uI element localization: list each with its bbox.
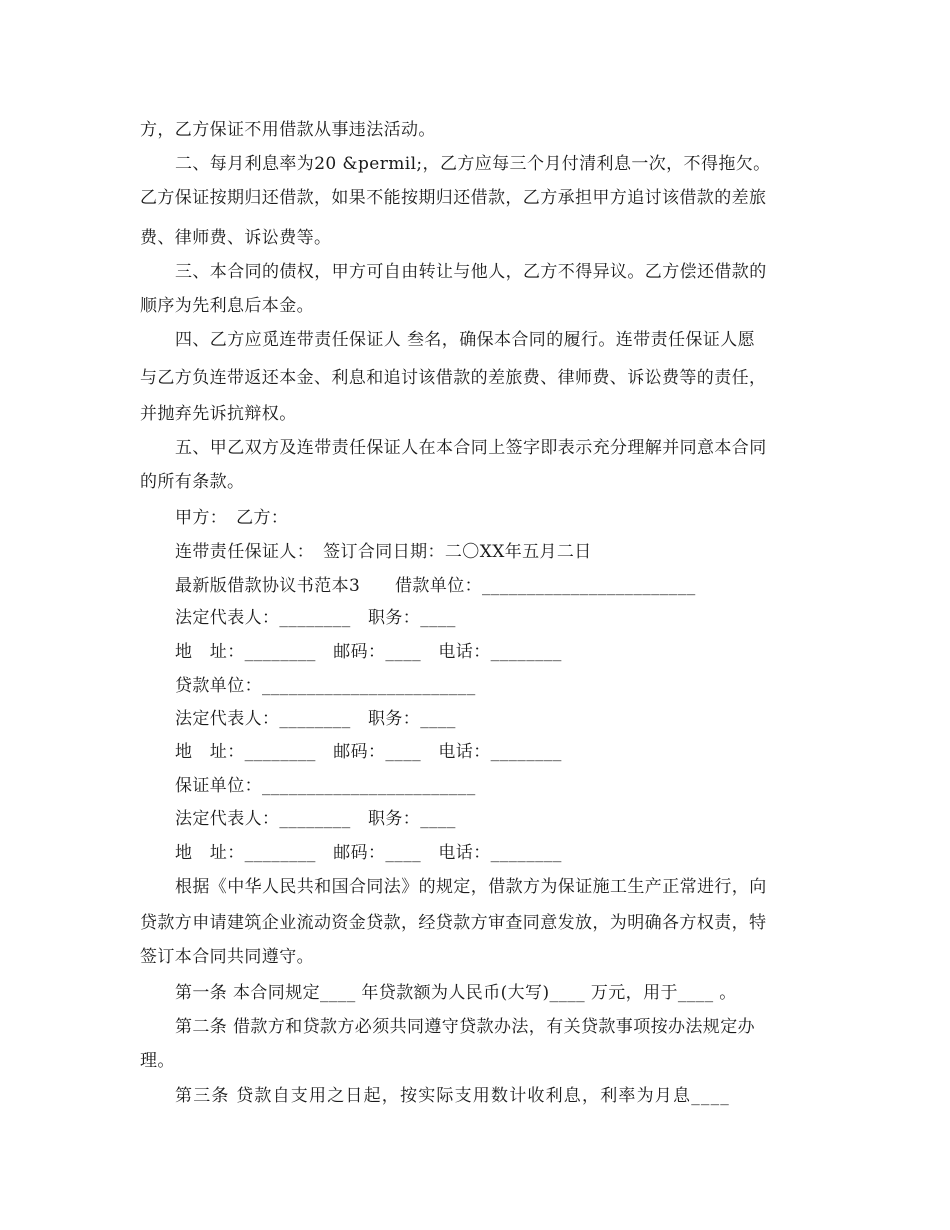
- form-line: 法定代表人：________ 职务：____: [175, 809, 456, 829]
- form-line: 地 址：________ 邮码：____ 电话：________: [175, 843, 562, 863]
- form-line: 地 址：________ 邮码：____ 电话：________: [175, 742, 562, 762]
- text-line: 第二条 借款方和贷款方必须共同遵守贷款办法，有关贷款事项按办法规定办: [175, 1017, 756, 1037]
- form-line: 法定代表人：________ 职务：____: [175, 608, 456, 628]
- text-line: 三、本合同的债权，甲方可自由转让与他人，乙方不得异议。乙方偿还借款的: [175, 262, 767, 282]
- text-line: 并抛弃先诉抗辩权。: [140, 404, 297, 424]
- text-line: 方，乙方保证不用借款从事违法活动。: [140, 120, 436, 140]
- signature-line: 连带责任保证人： 签订合同日期：二〇XX年五月二日: [175, 542, 592, 562]
- text-line: 乙方保证按期归还借款，如果不能按期归还借款，乙方承担甲方追讨该借款的差旅: [140, 188, 767, 208]
- form-line: 地 址：________ 邮码：____ 电话：________: [175, 642, 562, 662]
- text-line: 四、乙方应觅连带责任保证人 叁名，确保本合同的履行。连带责任保证人愿: [175, 330, 756, 350]
- text-line: 费、律师费、诉讼费等。: [140, 228, 332, 248]
- text-line: 根据《中华人民共和国合同法》的规定，借款方为保证施工生产正常进行，向: [175, 877, 767, 897]
- text-line: 第三条 贷款自支用之日起，按实际支用数计收利息，利率为月息____: [175, 1086, 731, 1106]
- text-line: 理。: [140, 1051, 175, 1071]
- form-line: 法定代表人：________ 职务：____: [175, 709, 456, 729]
- text-line: 五、甲乙双方及连带责任保证人在本合同上签字即表示充分理解并同意本合同: [175, 438, 767, 458]
- text-line: 贷款方申请建筑企业流动资金贷款，经贷款方审查同意发放，为明确各方权责，特: [140, 913, 767, 933]
- text-line: 签订本合同共同遵守。: [140, 947, 314, 967]
- form-line: 最新版借款协议书范本3 借款单位：________________________: [175, 576, 696, 596]
- text-line: 二、每月利息率为20 &permil;，乙方应每三个月付清利息一次，不得拖欠。: [175, 154, 771, 174]
- form-line: 贷款单位：________________________: [175, 676, 476, 696]
- form-line: 保证单位：________________________: [175, 776, 476, 796]
- signature-line: 甲方： 乙方：: [175, 508, 289, 528]
- text-line: 顺序为先利息后本金。: [140, 296, 314, 316]
- text-line: 第一条 本合同规定____ 年贷款额为人民币(大写)____ 万元，用于____ 。: [175, 983, 737, 1003]
- text-line: 与乙方负连带返还本金、利息和追讨该借款的差旅费、律师费、诉讼费等的责任，: [140, 368, 767, 388]
- text-line: 的所有条款。: [140, 472, 245, 492]
